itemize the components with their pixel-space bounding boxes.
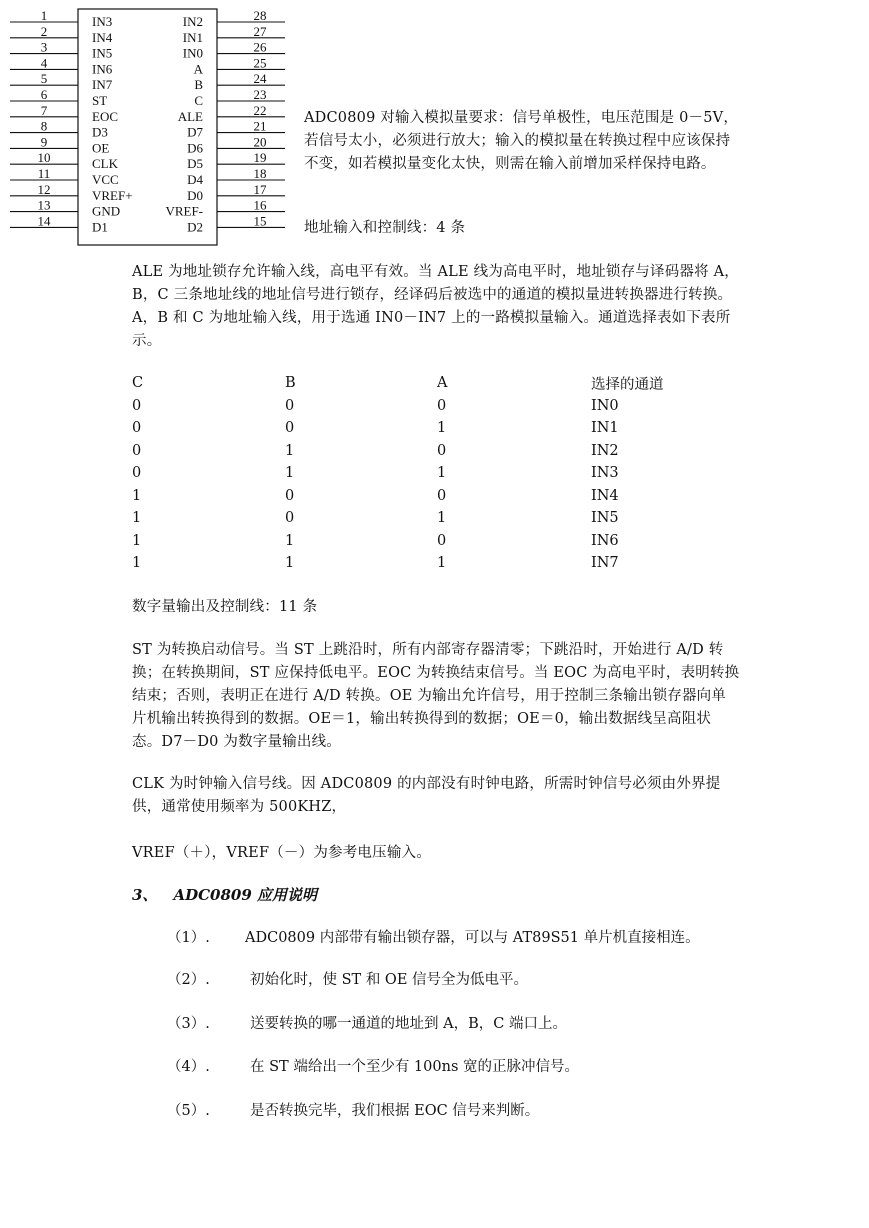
pin-number: 7 bbox=[40, 102, 48, 118]
table-cell: 0 bbox=[437, 397, 447, 414]
pin-label: A bbox=[193, 61, 203, 77]
pin-label: ALE bbox=[177, 108, 203, 124]
table-cell: IN3 bbox=[591, 465, 619, 482]
table-cell: IN4 bbox=[591, 487, 619, 504]
pin-label: D6 bbox=[187, 140, 203, 156]
table-cell: IN1 bbox=[591, 420, 619, 437]
pin-number: 22 bbox=[253, 102, 267, 118]
pin-label: IN3 bbox=[92, 14, 113, 29]
st-paragraph: ST 为转换启动信号。当 ST 上跳沿时，所有内部寄存器清零；下跳沿时，开始进行 A/D 转换；在转换期间，ST 应保持低电平。EOC 为转换结束信号。当 EOC 为高电平时，表明转换结束；否则，表明正在进行 A/D 转换。OE 为输出允许信号，用于控制三条输出锁存器向单片机输出转换得到的数据。OE＝1，输出转换得到的数据；OE＝0，输出数据线呈高阻状态。D7－D0 为数字量输出线。 bbox=[132, 642, 740, 750]
table-cell: 1 bbox=[437, 420, 447, 437]
ale-paragraph: ALE 为地址锁存允许输入线，高电平有效。当 ALE 线为高电平时，地址锁存与译码器将 A， B，C 三条地址线的地址信号进行锁存，经译码后被选中的通道的模拟量进转换器进行转换。A，B 和 C 为地址输入线，用于选通 IN0－IN7 上的一路模拟量输入。通道选择表如下表所示。 bbox=[132, 264, 739, 349]
left-pins bbox=[10, 8, 133, 234]
table-cell: 1 bbox=[437, 510, 447, 527]
step-index: （1）. bbox=[167, 930, 210, 946]
pin-label: ST bbox=[92, 93, 108, 108]
pin-number: 15 bbox=[253, 213, 267, 229]
table-row bbox=[132, 552, 741, 575]
table-cell: 0 bbox=[285, 487, 295, 504]
pin-number: 25 bbox=[253, 55, 267, 71]
table-cell: 0 bbox=[437, 532, 447, 549]
pin-number: 12 bbox=[37, 181, 51, 197]
pin-number: 14 bbox=[37, 213, 51, 229]
step-text: ADC0809 内部带有输出锁存器，可以与 AT89S51 单片机直接相连。 bbox=[245, 930, 700, 946]
table-row bbox=[132, 530, 741, 553]
pin-label: IN1 bbox=[182, 29, 203, 45]
vref-paragraph: VREF（＋），VREF（－）为参考电压输入。 bbox=[132, 845, 431, 861]
digital-output-heading: 数字量输出及控制线：11 条 bbox=[132, 599, 318, 615]
table-header-row bbox=[132, 372, 741, 395]
pin-label: GND bbox=[92, 203, 121, 219]
table-cell: 0 bbox=[132, 442, 142, 459]
pin-label: D5 bbox=[187, 156, 203, 172]
pin-number: 8 bbox=[40, 118, 48, 134]
step-index: （3）. bbox=[167, 1016, 210, 1032]
step-text: 初始化时，使 ST 和 OE 信号全为低电平。 bbox=[250, 972, 529, 988]
table-cell: IN2 bbox=[591, 442, 619, 459]
step-index: （2）. bbox=[167, 972, 210, 988]
table-cell: 1 bbox=[132, 487, 142, 504]
table-cell: 1 bbox=[437, 465, 447, 482]
pin-number: 2 bbox=[40, 23, 48, 39]
pin-label: D7 bbox=[187, 124, 203, 140]
table-cell: 0 bbox=[285, 510, 295, 527]
pin-number: 10 bbox=[37, 150, 51, 166]
pin-label: EOC bbox=[92, 108, 118, 124]
table-cell: IN5 bbox=[591, 510, 619, 527]
pin-number: 19 bbox=[253, 150, 267, 166]
table-cell: 0 bbox=[285, 397, 295, 414]
pin-label: IN6 bbox=[92, 61, 113, 77]
table-row bbox=[132, 395, 741, 418]
step-item bbox=[167, 927, 700, 950]
step-item bbox=[167, 1100, 539, 1123]
pin-label: VREF+ bbox=[92, 187, 133, 203]
pin-number: 26 bbox=[253, 39, 267, 55]
step-text: 是否转换完毕，我们根据 EOC 信号来判断。 bbox=[250, 1103, 540, 1119]
pin-label: OE bbox=[92, 140, 110, 156]
pin-label: D0 bbox=[187, 187, 203, 203]
step-text: 在 ST 端给出一个至少有 100ns 宽的正脉冲信号。 bbox=[250, 1059, 579, 1075]
pin-label: D4 bbox=[187, 172, 203, 187]
table-row bbox=[132, 485, 741, 508]
pin-number: 23 bbox=[253, 87, 267, 102]
table-cell: 1 bbox=[285, 442, 295, 459]
pin-number: 1 bbox=[40, 8, 48, 23]
table-row bbox=[132, 440, 741, 463]
table-cell: IN0 bbox=[591, 397, 619, 414]
step-item bbox=[167, 1013, 567, 1036]
step-index: （5）. bbox=[167, 1103, 210, 1119]
pin-label: IN5 bbox=[92, 45, 113, 61]
pin-number: 5 bbox=[40, 71, 48, 87]
table-cell: 1 bbox=[437, 555, 447, 572]
table-cell: 0 bbox=[132, 420, 142, 437]
table-row bbox=[132, 462, 741, 485]
adc0809-pin-diagram bbox=[0, 0, 300, 252]
table-cell: 1 bbox=[132, 555, 142, 572]
pin-number: 4 bbox=[40, 55, 48, 71]
pin-label: VREF- bbox=[165, 203, 203, 219]
pin-number: 6 bbox=[40, 87, 48, 102]
pin-number: 20 bbox=[253, 134, 267, 150]
pin-number: 11 bbox=[37, 166, 51, 181]
pin-label: IN7 bbox=[92, 77, 113, 93]
table-cell: 1 bbox=[132, 532, 142, 549]
section-number: 3、 bbox=[132, 886, 158, 904]
table-cell: IN7 bbox=[591, 555, 619, 572]
pin-label: D3 bbox=[92, 124, 108, 140]
pin-label: VCC bbox=[92, 172, 119, 187]
address-control-heading: 地址输入和控制线：4 条 bbox=[304, 220, 466, 236]
table-cell: 0 bbox=[285, 420, 295, 437]
pin-number: 24 bbox=[253, 71, 267, 87]
pin-label: CLK bbox=[92, 156, 118, 172]
table-cell: 1 bbox=[285, 532, 295, 549]
clk-paragraph: CLK 为时钟输入信号线。因 ADC0809 的内部没有时钟电路，所需时钟信号必须由外界提供，通常使用频率为 500KHZ， bbox=[132, 776, 721, 815]
pin-number: 21 bbox=[253, 118, 267, 134]
pin-number: 28 bbox=[253, 8, 267, 23]
pin-label: C bbox=[194, 93, 203, 108]
section-title: ADC0809 应用说明 bbox=[173, 886, 317, 904]
intro-paragraph: ADC0809 对输入模拟量要求：信号单极性，电压范围是 0－5V，若信号太小，必须进行放大；输入的模拟量在转换过程中应该保持不变，如若模拟量变化太快，则需在输入前增加采样保持电路。 bbox=[304, 110, 739, 172]
table-cell: 0 bbox=[132, 465, 142, 482]
pin-label: IN4 bbox=[92, 29, 113, 45]
pin-number: 9 bbox=[40, 134, 48, 150]
table-row bbox=[132, 417, 741, 440]
header-b: B bbox=[285, 375, 296, 392]
step-text: 送要转换的哪一通道的地址到 A，B，C 端口上。 bbox=[250, 1016, 567, 1032]
section-heading bbox=[132, 884, 317, 905]
pin-label: D1 bbox=[92, 219, 108, 235]
pin-label: IN2 bbox=[182, 14, 203, 29]
right-pins bbox=[165, 8, 285, 234]
table-cell: IN6 bbox=[591, 532, 619, 549]
table-cell: 1 bbox=[285, 555, 295, 572]
pin-number: 27 bbox=[253, 23, 267, 39]
table-cell: 0 bbox=[437, 487, 447, 504]
step-index: （4）. bbox=[167, 1059, 210, 1075]
table-cell: 0 bbox=[437, 442, 447, 459]
pin-number: 3 bbox=[40, 39, 48, 55]
channel-select-table bbox=[132, 372, 741, 575]
header-c: C bbox=[132, 375, 144, 392]
step-item bbox=[167, 1056, 579, 1079]
pin-diagram-svg bbox=[0, 0, 300, 252]
step-item bbox=[167, 969, 528, 992]
pin-label: D2 bbox=[187, 219, 203, 235]
table-cell: 0 bbox=[132, 397, 142, 414]
table-cell: 1 bbox=[285, 465, 295, 482]
pin-label: IN0 bbox=[182, 45, 203, 61]
pin-number: 17 bbox=[253, 181, 267, 197]
header-a: A bbox=[437, 375, 448, 392]
pin-number: 18 bbox=[253, 166, 267, 181]
table-row bbox=[132, 507, 741, 530]
table-cell: 1 bbox=[132, 510, 142, 527]
header-channel: 选择的通道 bbox=[591, 376, 664, 393]
pin-label: B bbox=[194, 77, 203, 93]
pin-number: 16 bbox=[253, 197, 267, 213]
pin-number: 13 bbox=[37, 197, 51, 213]
